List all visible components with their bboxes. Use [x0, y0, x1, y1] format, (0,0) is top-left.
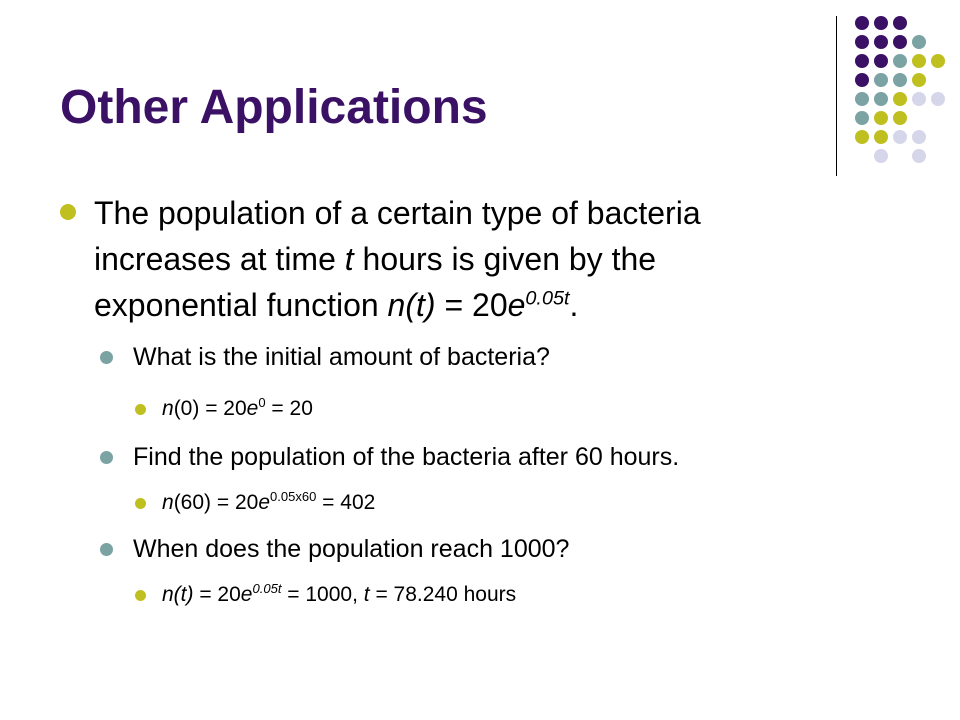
answer-q2 — [135, 488, 375, 518]
bullet-icon — [100, 543, 113, 556]
euler-e: e — [246, 397, 259, 420]
variable-t: t — [344, 241, 354, 277]
text-segment: hours is given by the — [353, 241, 657, 277]
dot — [893, 54, 907, 68]
exponent: 0.05t — [525, 287, 570, 310]
question-text: Find the population of the bacteria after 60 hours. — [133, 443, 680, 471]
main-bullet-text — [94, 190, 854, 328]
text-segment: exponential function — [94, 287, 388, 323]
dot — [855, 111, 869, 125]
answer-text — [162, 580, 516, 610]
main-bullet — [60, 190, 854, 328]
variable-t: t — [363, 583, 370, 606]
euler-e: e — [240, 583, 253, 606]
function-name: n — [162, 491, 174, 514]
slide-title: Other Applications — [60, 81, 488, 134]
dot — [874, 130, 888, 144]
dot — [912, 54, 926, 68]
text-segment: increases at time — [94, 241, 345, 277]
bullet-icon — [135, 404, 146, 415]
text-segment: = 20 — [265, 397, 313, 420]
dot — [893, 73, 907, 87]
text-segment: . — [569, 287, 579, 323]
text-segment: = 1000, — [281, 583, 364, 606]
dot — [931, 54, 945, 68]
bullet-icon — [100, 351, 113, 364]
dot — [855, 54, 869, 68]
bullet-icon — [135, 590, 146, 601]
dot — [855, 16, 869, 30]
dot — [912, 149, 926, 163]
dot — [855, 35, 869, 49]
answer-text — [162, 394, 313, 424]
question-text: What is the initial amount of bacteria? — [133, 343, 550, 371]
euler-e: e — [258, 491, 271, 514]
answer-q3 — [135, 580, 516, 610]
dot — [893, 92, 907, 106]
dot — [893, 130, 907, 144]
text-segment: (60) = 20 — [173, 491, 259, 514]
dot — [912, 130, 926, 144]
dot — [874, 35, 888, 49]
bullet-icon — [60, 204, 76, 220]
dot — [874, 149, 888, 163]
main-bullet-line — [94, 236, 854, 282]
sub-bullet-q2 — [100, 440, 679, 474]
answer-q1 — [135, 394, 313, 424]
function-name: n — [162, 397, 174, 420]
dot — [855, 130, 869, 144]
text-segment: = 402 — [316, 491, 376, 514]
dot — [912, 92, 926, 106]
function-notation: n(t) — [387, 287, 436, 323]
dot — [855, 92, 869, 106]
main-bullet-line — [94, 282, 854, 328]
dot — [874, 73, 888, 87]
text-segment: = 20 — [435, 287, 508, 323]
dot — [931, 92, 945, 106]
exponent: 0 — [258, 395, 266, 410]
question-text: When does the population reach 1000? — [133, 535, 570, 563]
euler-e: e — [507, 287, 526, 323]
dot — [893, 16, 907, 30]
exponent: 0.05x60 — [270, 489, 317, 504]
text-segment: (0) = 20 — [173, 397, 247, 420]
text-segment: = 20 — [193, 583, 241, 606]
dot — [912, 73, 926, 87]
bullet-icon — [100, 451, 113, 464]
main-bullet-line: The population of a certain type of bacteria — [94, 195, 701, 231]
dot — [874, 92, 888, 106]
text-segment: = 78.240 hours — [369, 583, 517, 606]
answer-text — [162, 488, 375, 518]
bullet-icon — [135, 498, 146, 509]
dot — [855, 73, 869, 87]
dot — [874, 54, 888, 68]
exponent: 0.05t — [252, 581, 282, 596]
dot — [893, 111, 907, 125]
dot — [874, 16, 888, 30]
dot — [893, 35, 907, 49]
function-notation: n(t) — [162, 583, 194, 606]
sub-bullet-q3 — [100, 532, 569, 566]
dot — [874, 111, 888, 125]
sub-bullet-q1 — [100, 340, 550, 374]
decorative-divider — [836, 16, 837, 176]
dot — [912, 35, 926, 49]
